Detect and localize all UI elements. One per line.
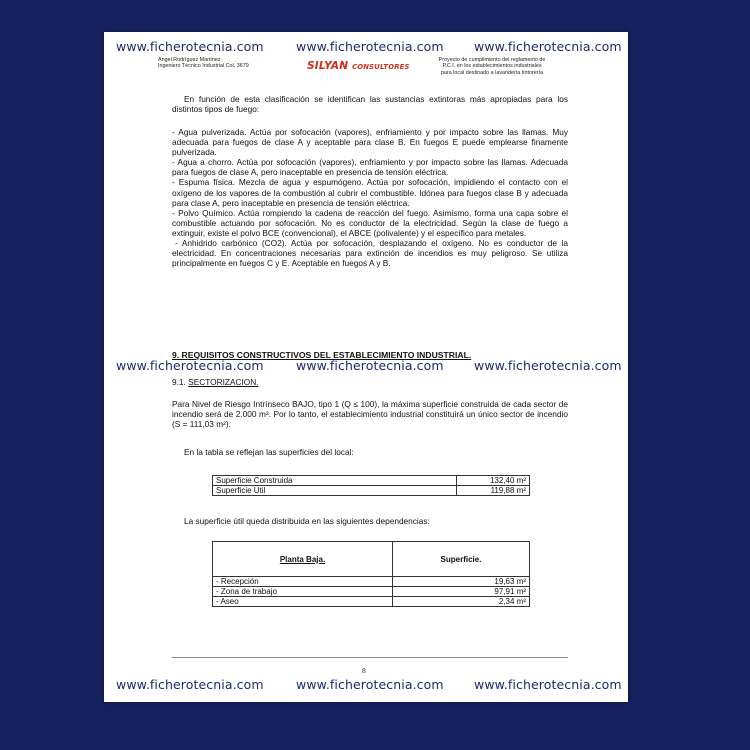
- surface-label: Superficie Util: [213, 486, 457, 496]
- room-label: - Recepción: [213, 577, 393, 587]
- section-heading: 9. REQUISITOS CONSTRUCTIVOS DEL ESTABLECIMIENTO INDUSTRIAL.: [172, 350, 472, 360]
- project-block: [422, 57, 562, 76]
- agent-item: - Agua a chorro. Actúa por sofocación (vapores), enfriamiento y por impacto sobre las llamas. Adecuada para fuegos de clase A, pero inaceptable en presencia de tensión eléctrica.: [172, 157, 568, 178]
- surface-table: [212, 475, 530, 496]
- agent-item: - Espuma física. Mezcla de agua y espumógeno. Actúa por sofocación, impidiendo el contacto con el oxígeno de los vapores de la combustión al cubrir el combustible. Idónea para fuegos clase B y adecuada para clase A, pero inaceptable en presencia de tensión eléctrica.: [172, 177, 568, 208]
- sector-paragraph: Para Nivel de Riesgo Intrínseco BAJO, tipo 1 (Q ≤ 100), la máxima superficie construida de cada sector de incendio será de 2.000 m². Por lo tanto, el establecimiento industrial constituirá un único sector de incendio (S = 111,03 m²).: [172, 399, 568, 430]
- brand-sub: CONSULTORES: [352, 63, 410, 71]
- room-label: - Zona de trabajo: [213, 587, 393, 597]
- watermark-top-right: www.ficherotecnia.com: [474, 39, 622, 54]
- watermark-top-left: www.ficherotecnia.com: [116, 39, 264, 54]
- table-row: [213, 577, 530, 587]
- column-header-superficie: Superficie.: [393, 542, 530, 577]
- agent-item: - Polvo Químico. Actúa rompiendo la cadena de reacción del fuego. Asimismo, forma una capa sobre el combustible actuando por sofocación. No es conductor de la electricidad. Según la clase de fuego a extinguir, existe el polvo BCE (convencional), el ABCE (polivalente) y el específico para metales.: [172, 207, 568, 238]
- project-line-3: para local destinado a lavandería tintorería: [440, 69, 544, 76]
- author-name: Ángel Rodríguez Martínez: [158, 57, 221, 63]
- agent-item: - Anhidrido carbónico (CO2). Actúa por sofocación, desplazando el oxígeno. No es conductor de la electricidad. En concentraciones necesarias para extinción de incendios es muy peligroso. Se utiliza principalmente en fuegos C y E. Aceptable en fuegos A y B.: [172, 238, 568, 269]
- watermark-bottom-right: www.ficherotecnia.com: [474, 677, 622, 692]
- room-surface: 2,34 m²: [393, 597, 530, 607]
- project-line-2: P.C.I. en los establecimientos industriales: [442, 63, 542, 70]
- project-line-1: Proyecto de cumplimiento del reglamento de: [438, 57, 546, 63]
- table-intro: En la tabla se reflejan las superficies del local:: [184, 447, 354, 457]
- author-block: [158, 57, 249, 70]
- watermark-mid-right: www.ficherotecnia.com: [474, 358, 622, 373]
- table-row: [213, 486, 530, 496]
- table-row: [213, 597, 530, 607]
- room-surface: 19,63 m²: [393, 577, 530, 587]
- surface-value: 132,40 m²: [457, 476, 530, 486]
- table-row: [213, 476, 530, 486]
- watermark-mid-center: www.ficherotecnia.com: [296, 358, 444, 373]
- subsection-heading: [172, 377, 259, 387]
- column-header-planta: Planta Baja.: [213, 542, 393, 577]
- room-surface: 97,91 m²: [393, 587, 530, 597]
- watermark-top-center: www.ficherotecnia.com: [296, 39, 444, 54]
- distribution-intro: La superficie útil queda distribuida en las siguientes dependencias:: [184, 516, 430, 526]
- distribution-table: [212, 541, 530, 607]
- document-page: [104, 32, 628, 702]
- author-title: Ingeniero Técnico Industrial Col. 3679: [158, 63, 249, 70]
- subsection-number: 9.1.: [172, 377, 186, 387]
- table-row: [213, 587, 530, 597]
- brand-logo: [307, 60, 410, 72]
- footer-rule: [172, 657, 568, 658]
- subsection-title: SECTORIZACION.: [188, 377, 259, 387]
- agent-item: - Agua pulverizada. Actúa por sofocación (vapores), enfriamiento y por impacto sobre las llamas. Muy adecuada para fuegos de clase A y aceptable para clase B. En fuegos E puede emplearse finamente pulverizada.: [172, 127, 568, 158]
- table-header-row: [213, 542, 530, 577]
- surface-label: Superficie Construida: [213, 476, 457, 486]
- agents-list: [172, 127, 568, 268]
- watermark-mid-left: www.ficherotecnia.com: [116, 358, 264, 373]
- room-label: - Aseo: [213, 597, 393, 607]
- watermark-bottom-center: www.ficherotecnia.com: [296, 677, 444, 692]
- brand-main: SILYAN: [307, 60, 349, 72]
- surface-value: 119,88 m²: [457, 486, 530, 496]
- page-number: 8: [362, 666, 366, 675]
- watermark-bottom-left: www.ficherotecnia.com: [116, 677, 264, 692]
- intro-paragraph: En función de esta clasificación se identifican las sustancias extintoras más apropiadas para los distintos tipos de fuego:: [172, 94, 568, 115]
